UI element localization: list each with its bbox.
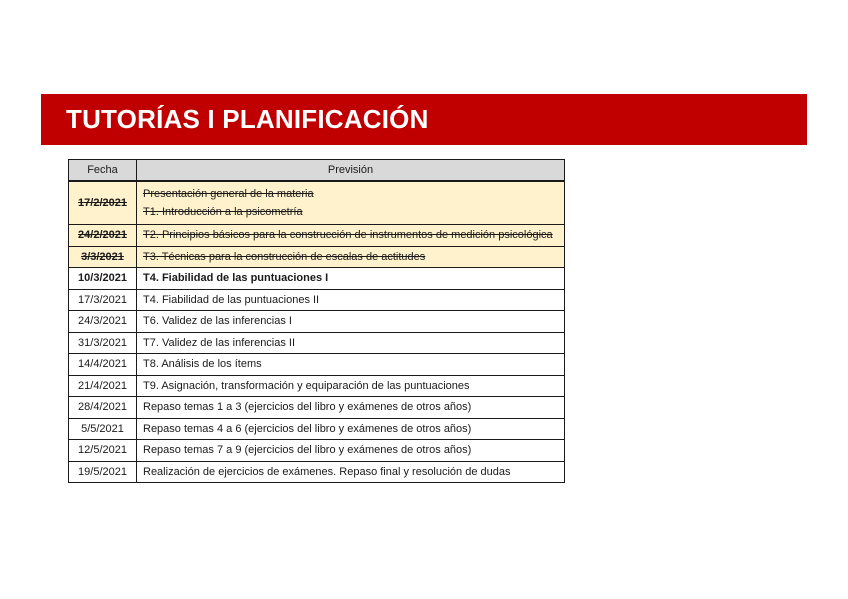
row-plan [137,181,565,225]
row-date: 17/2/2021 [69,181,137,225]
row-plan-line: T7. Validez de las inferencias II [143,336,296,349]
table-row [69,354,565,376]
table-row [69,289,565,311]
row-plan [137,418,565,440]
header-date: Fecha [69,160,137,181]
page-title: TUTORÍAS I PLANIFICACIÓN [41,94,807,145]
row-date: 24/3/2021 [69,311,137,333]
table-row [69,461,565,483]
row-plan-line: Presentación general de la materia [143,187,314,200]
row-plan [137,440,565,462]
row-plan [137,354,565,376]
row-plan-line: Realización de ejercicios de exámenes. Repaso final y resolución de dudas [143,465,511,478]
row-plan [137,332,565,354]
row-plan-line: T3. Técnicas para la construcción de escalas de actitudes [143,250,426,263]
table-row [69,225,565,247]
row-plan-line: T4. Fiabilidad de las puntuaciones II [143,293,320,306]
table-row [69,246,565,268]
row-date: 21/4/2021 [69,375,137,397]
row-date: 31/3/2021 [69,332,137,354]
row-plan-line: T8. Análisis de los ítems [143,358,262,371]
row-plan [137,375,565,397]
row-plan-line: Repaso temas 7 a 9 (ejercicios del libro y exámenes de otros años) [143,444,472,457]
row-plan-line: T9. Asignación, transformación y equiparación de las puntuaciones [143,379,470,392]
row-date: 12/5/2021 [69,440,137,462]
row-plan [137,268,565,290]
row-plan-line: Repaso temas 1 a 3 (ejercicios del libro y exámenes de otros años) [143,401,472,414]
table-row [69,332,565,354]
row-date: 17/3/2021 [69,289,137,311]
table-row [69,375,565,397]
row-date: 10/3/2021 [69,268,137,290]
row-plan [137,225,565,247]
header-plan: Previsión [137,160,565,181]
row-date: 19/5/2021 [69,461,137,483]
table-row [69,311,565,333]
row-plan-line: T1. Introducción a la psicometría [143,205,303,218]
row-plan-line: T6. Validez de las inferencias I [143,315,292,328]
table-header-row [69,160,565,181]
table-row [69,181,565,225]
row-plan-line: T4. Fiabilidad de las puntuaciones I [143,272,329,285]
planning-table [68,159,565,483]
row-plan [137,289,565,311]
row-date: 3/3/2021 [69,246,137,268]
row-date: 14/4/2021 [69,354,137,376]
row-plan-line: Repaso temas 4 a 6 (ejercicios del libro y exámenes de otros años) [143,422,472,435]
row-plan [137,397,565,419]
table-row [69,440,565,462]
row-plan [137,246,565,268]
row-date: 5/5/2021 [69,418,137,440]
row-date: 24/2/2021 [69,225,137,247]
row-date: 28/4/2021 [69,397,137,419]
table-row [69,418,565,440]
row-plan-line: T2. Principios básicos para la construcción de instrumentos de medición psicológica [143,229,553,242]
row-plan [137,311,565,333]
row-plan [137,461,565,483]
table-row [69,268,565,290]
table-body [69,181,565,483]
table-row [69,397,565,419]
